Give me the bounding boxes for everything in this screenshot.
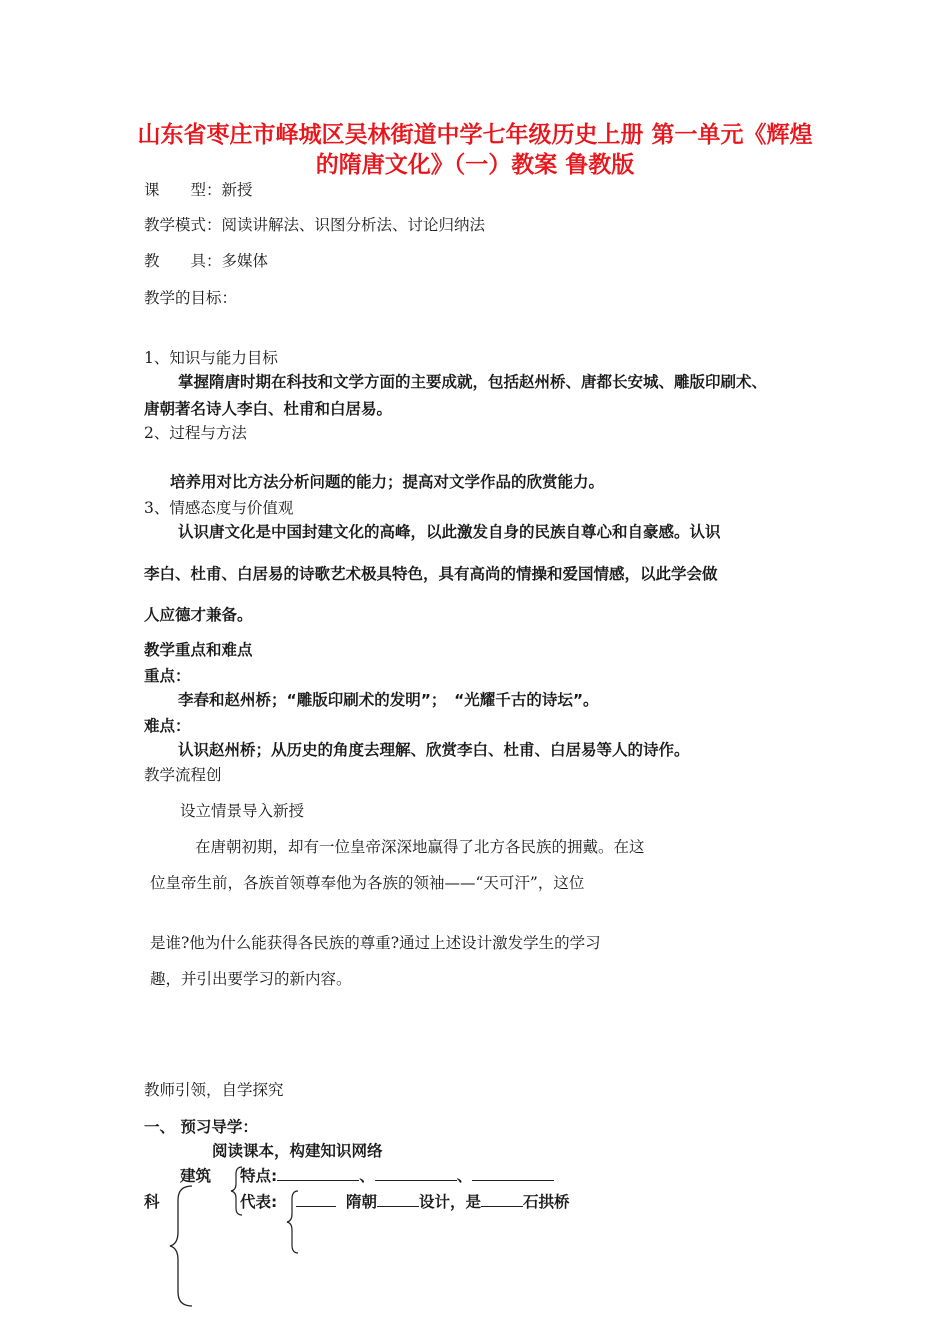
sui-label: 隋朝 <box>346 1193 378 1211</box>
goal1-text-line1: 掌握隋唐时期在科技和文学方面的主要成就，包括赵州桥、唐都长安城、雕版印刷术、 <box>178 373 768 391</box>
tedian-row <box>240 1164 554 1186</box>
difficulty-text: 认识赵州桥；从历史的角度去理解、欣赏李白、杜甫、白居易等人的诗作。 <box>178 741 690 759</box>
large-brace <box>168 1184 198 1310</box>
step1-line1: 在唐朝初期，却有一位皇帝深深地赢得了北方各民族的拥戴。在这 <box>195 838 645 856</box>
step1-line4: 趣，并引出要学习的新内容。 <box>150 970 352 988</box>
teaching-tools-row <box>144 249 268 271</box>
goal1-heading: 1、知识与能力目标 <box>144 349 278 367</box>
blank-tedian-2[interactable] <box>375 1166 457 1181</box>
section1-subheading: 阅读课本，构建知识网络 <box>212 1142 383 1160</box>
goal2-text: 培养用对比方法分析问题的能力；提高对文学作品的欣赏能力。 <box>170 473 605 491</box>
blank-daibiao-2[interactable] <box>377 1192 419 1207</box>
key-label: 重点： <box>144 667 191 685</box>
step1-heading: 设立情景导入新授 <box>180 802 305 820</box>
section1-heading: 一、 预习导学： <box>144 1118 258 1136</box>
goals-heading: 教学的目标： <box>144 289 238 307</box>
key-points-heading: 教学重点和难点 <box>144 641 253 659</box>
key-text: 李春和赵州桥；“雕版印刷术的发明”； “光耀千古的诗坛”。 <box>178 691 599 709</box>
goal2-heading: 2、过程与方法 <box>144 424 247 442</box>
blank-daibiao-3[interactable] <box>481 1192 523 1207</box>
blank-tedian-1[interactable] <box>277 1166 359 1181</box>
course-type-row <box>144 178 253 200</box>
goal3-text-line2: 李白、杜甫、白居易的诗歌艺术极具特色，具有高尚的情操和爱国情感，以此学会做 <box>144 565 718 583</box>
sheji-label: 设计，是 <box>419 1193 482 1211</box>
goal3-text-line1: 认识唐文化是中国封建文化的高峰，以此激发自身的民族自尊心和自豪感。认识 <box>178 523 721 541</box>
blank-daibiao-1[interactable] <box>296 1192 336 1207</box>
goal3-heading: 3、情感态度与价值观 <box>144 499 294 517</box>
step1-line3: 是谁?他为什么能获得各民族的尊重?通过上述设计激发学生的学习 <box>150 934 601 952</box>
difficulty-label: 难点： <box>144 717 191 735</box>
document-title-line1: 山东省枣庄市峄城区吴林街道中学七年级历史上册 第一单元《辉煌 <box>137 122 813 148</box>
teaching-tools-value: 多媒体 <box>221 252 269 270</box>
separator-1: 、 <box>359 1167 375 1185</box>
step1-line2: 位皇帝生前，各族首领尊奉他为各族的领袖——“天可汗”，这位 <box>150 874 585 892</box>
course-type-label: 课 型： <box>144 181 222 199</box>
teaching-mode-row <box>144 213 485 235</box>
goal3-text-line3: 人应德才兼备。 <box>144 606 253 624</box>
shigongqiao-label: 石拱桥 <box>523 1193 570 1211</box>
course-type-value: 新授 <box>221 181 253 199</box>
building-brace <box>230 1166 244 1216</box>
blank-tedian-3[interactable] <box>472 1166 554 1181</box>
daibiao-label: 代表: <box>240 1193 278 1211</box>
document-title-line2: 的隋唐文化》（一）教案 鲁教版 <box>315 152 635 178</box>
step2-heading: 教师引领，自学探究 <box>144 1081 284 1099</box>
teaching-tools-label: 教 具： <box>144 252 222 270</box>
goal1-text-line2: 唐朝著名诗人李白、杜甫和白居易。 <box>144 400 393 418</box>
teaching-mode-label: 教学模式： <box>144 216 222 234</box>
separator-2: 、 <box>456 1167 473 1185</box>
teaching-mode-value: 阅读讲解法、识图分析法、讨论归纳法 <box>221 216 486 234</box>
daibiao-row <box>296 1190 570 1212</box>
daibiao-brace <box>286 1190 300 1254</box>
tedian-label: 特点: <box>240 1167 278 1185</box>
flow-heading: 教学流程创 <box>144 766 222 784</box>
keyword-ke: 科 <box>144 1193 160 1211</box>
keyword-jianzhu: 建筑 <box>180 1167 212 1185</box>
